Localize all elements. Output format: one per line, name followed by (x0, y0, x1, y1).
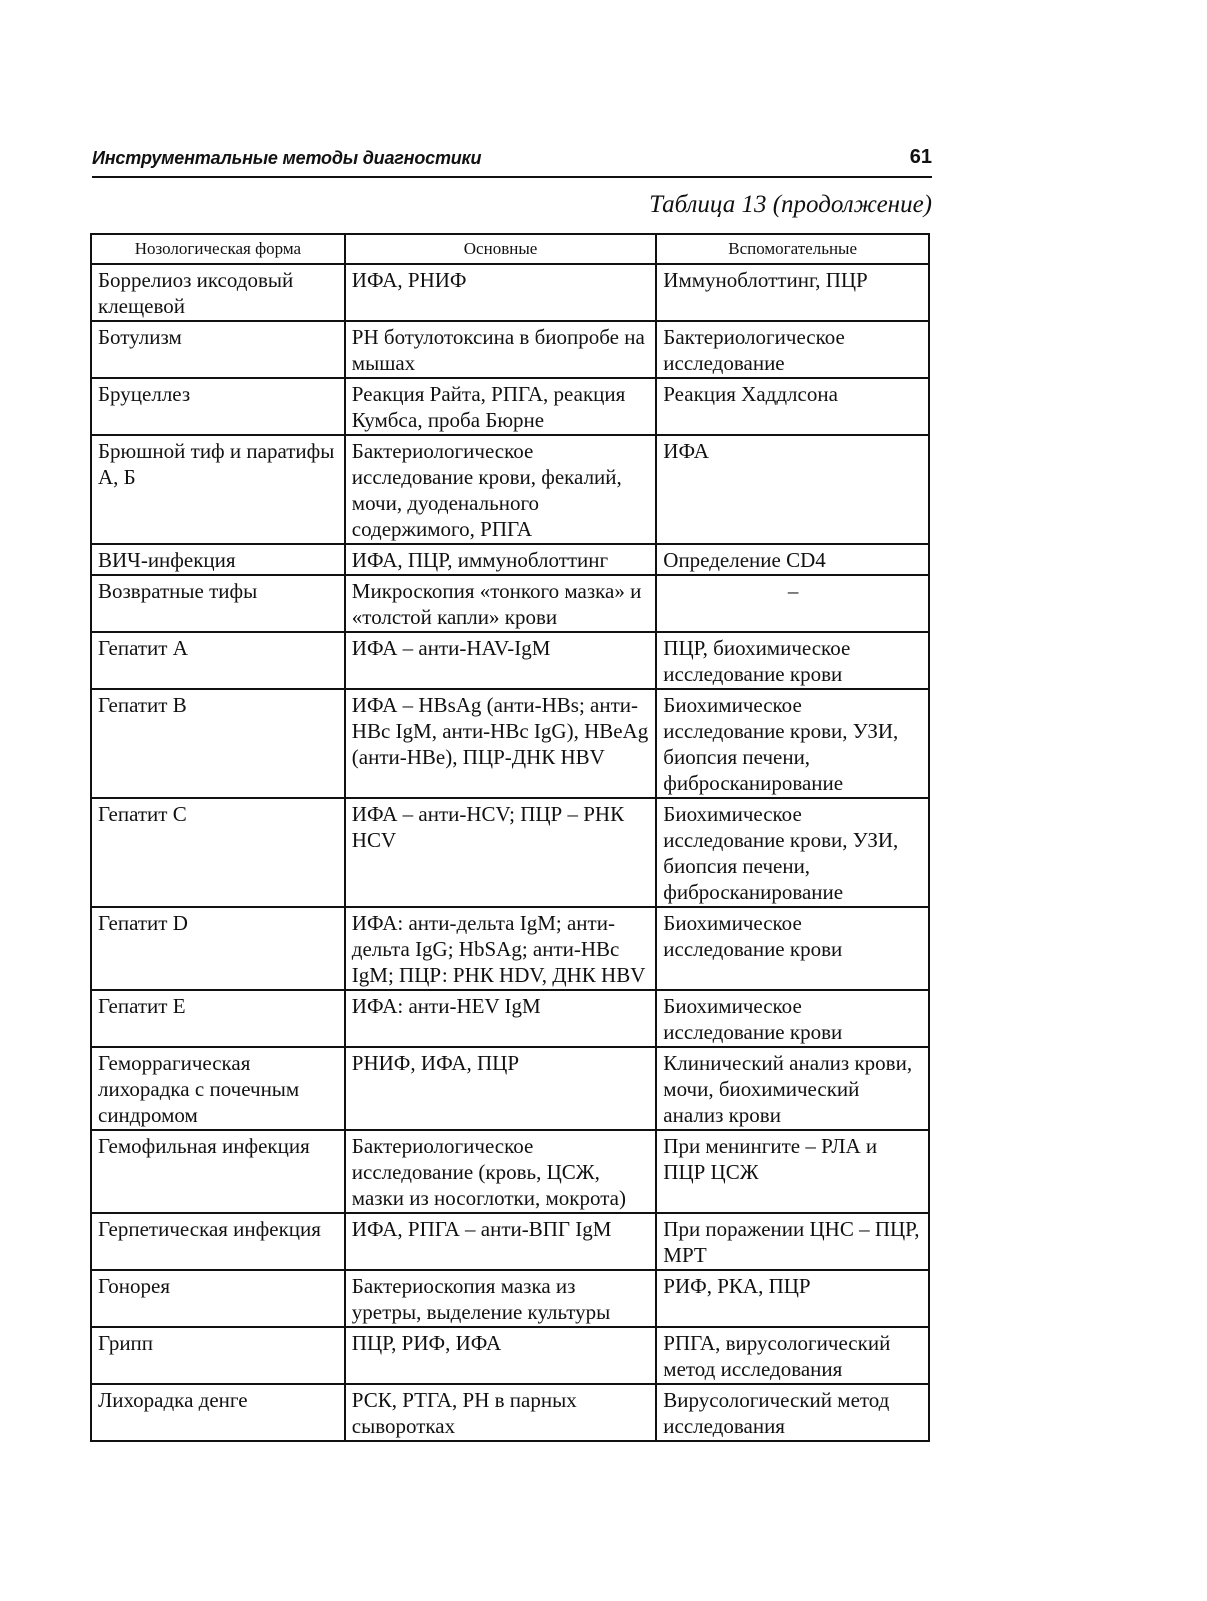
disease-cell: Гепатит В (91, 689, 345, 798)
main-methods-cell: ПЦР, РИФ, ИФА (345, 1327, 656, 1384)
disease-cell: Гемофильная инфекция (91, 1130, 345, 1213)
running-title: Инструментальные методы диагностики (92, 148, 482, 168)
table-row (91, 321, 929, 378)
column-header-aux: Вспомогательные (656, 234, 929, 264)
disease-cell: Гонорея (91, 1270, 345, 1327)
running-head (92, 146, 932, 178)
disease-cell: Гепатит С (91, 798, 345, 907)
aux-methods-cell: Биохимическое исследование крови (656, 990, 929, 1047)
main-methods-cell: ИФА – анти-HCV; ПЦР – РНК HCV (345, 798, 656, 907)
table-row (91, 1047, 929, 1130)
main-methods-cell: ИФА, РНИФ (345, 264, 656, 321)
aux-methods-cell: Определение CD4 (656, 544, 929, 575)
table-row (91, 1213, 929, 1270)
diagnostics-table (90, 233, 930, 1442)
disease-cell: Гепатит Е (91, 990, 345, 1047)
table-row (91, 689, 929, 798)
page-number: 61 (909, 146, 932, 168)
table-row (91, 798, 929, 907)
table-row (91, 632, 929, 689)
main-methods-cell: ИФА – HBsAg (анти-HBs; анти-HBc IgM, анти-HBc IgG), HBeAg (анти-HBe), ПЦР-ДНК HBV (345, 689, 656, 798)
main-methods-cell: Микроскопия «тонкого мазка» и «толстой капли» крови (345, 575, 656, 632)
disease-cell: Ботулизм (91, 321, 345, 378)
table-row (91, 1327, 929, 1384)
table-row (91, 1384, 929, 1441)
aux-methods-cell: ИФА (656, 435, 929, 544)
main-methods-cell: РН ботулотоксина в биопробе на мышах (345, 321, 656, 378)
disease-cell: Гепатит D (91, 907, 345, 990)
disease-cell: Боррелиоз иксодовый клещевой (91, 264, 345, 321)
disease-cell: Возвратные тифы (91, 575, 345, 632)
table-row (91, 907, 929, 990)
table-row (91, 990, 929, 1047)
main-methods-cell: ИФА – анти-HAV-IgM (345, 632, 656, 689)
disease-cell: ВИЧ-инфекция (91, 544, 345, 575)
main-methods-cell: Бактериологическое исследование крови, фекалий, мочи, дуоденального содержимого, РПГА (345, 435, 656, 544)
aux-methods-cell: При менингите – РЛА и ПЦР ЦСЖ (656, 1130, 929, 1213)
aux-methods-cell: При поражении ЦНС – ПЦР, МРТ (656, 1213, 929, 1270)
main-methods-cell: ИФА, РПГА – анти-ВПГ IgM (345, 1213, 656, 1270)
main-methods-cell: РСК, РТГА, РН в парных сыворотках (345, 1384, 656, 1441)
aux-methods-cell: Биохимическое исследование крови (656, 907, 929, 990)
table-row (91, 544, 929, 575)
table-row (91, 264, 929, 321)
main-methods-cell: ИФА: анти-HEV IgM (345, 990, 656, 1047)
main-methods-cell: Бактериологическое исследование (кровь, ЦСЖ, мазки из носоглотки, мокрота) (345, 1130, 656, 1213)
table-caption: Таблица 13 (продолжение) (649, 191, 932, 218)
main-methods-cell: ИФА: анти-дельта IgM; анти-дельта IgG; HbSAg; анти-HBc IgM; ПЦР: РНК HDV, ДНК HBV (345, 907, 656, 990)
aux-methods-cell: Клинический анализ крови, мочи, биохимический анализ крови (656, 1047, 929, 1130)
disease-cell: Гепатит А (91, 632, 345, 689)
disease-cell: Лихорадка денге (91, 1384, 345, 1441)
table-row (91, 1130, 929, 1213)
aux-methods-cell: Бактериологическое исследование (656, 321, 929, 378)
aux-methods-cell: РПГА, вирусологический метод исследования (656, 1327, 929, 1384)
aux-methods-cell: Биохимическое исследование крови, УЗИ, биопсия печени, фибросканирование (656, 798, 929, 907)
table-row (91, 435, 929, 544)
table-row (91, 378, 929, 435)
main-methods-cell: Бактериоскопия мазка из уретры, выделение культуры (345, 1270, 656, 1327)
disease-cell: Брюшной тиф и паратифы А, Б (91, 435, 345, 544)
main-methods-cell: РНИФ, ИФА, ПЦР (345, 1047, 656, 1130)
table-row (91, 1270, 929, 1327)
disease-cell: Геморрагическая лихорадка с почечным синдромом (91, 1047, 345, 1130)
disease-cell: Бруцеллез (91, 378, 345, 435)
table-row (91, 575, 929, 632)
aux-methods-cell: РИФ, РКА, ПЦР (656, 1270, 929, 1327)
aux-methods-cell: Реакция Хаддлсона (656, 378, 929, 435)
aux-methods-cell: Вирусологический метод исследования (656, 1384, 929, 1441)
column-header-nosology: Нозологическая форма (91, 234, 345, 264)
aux-methods-cell: ПЦР, биохимическое исследование крови (656, 632, 929, 689)
aux-methods-cell: – (656, 575, 929, 632)
main-methods-cell: Реакция Райта, РПГА, реакция Кумбса, проба Бюрне (345, 378, 656, 435)
main-methods-cell: ИФА, ПЦР, иммуноблоттинг (345, 544, 656, 575)
column-header-main: Основные (345, 234, 656, 264)
disease-cell: Герпетическая инфекция (91, 1213, 345, 1270)
table-header-row (91, 234, 929, 264)
disease-cell: Грипп (91, 1327, 345, 1384)
aux-methods-cell: Биохимическое исследование крови, УЗИ, биопсия печени, фибросканирование (656, 689, 929, 798)
aux-methods-cell: Иммуноблоттинг, ПЦР (656, 264, 929, 321)
